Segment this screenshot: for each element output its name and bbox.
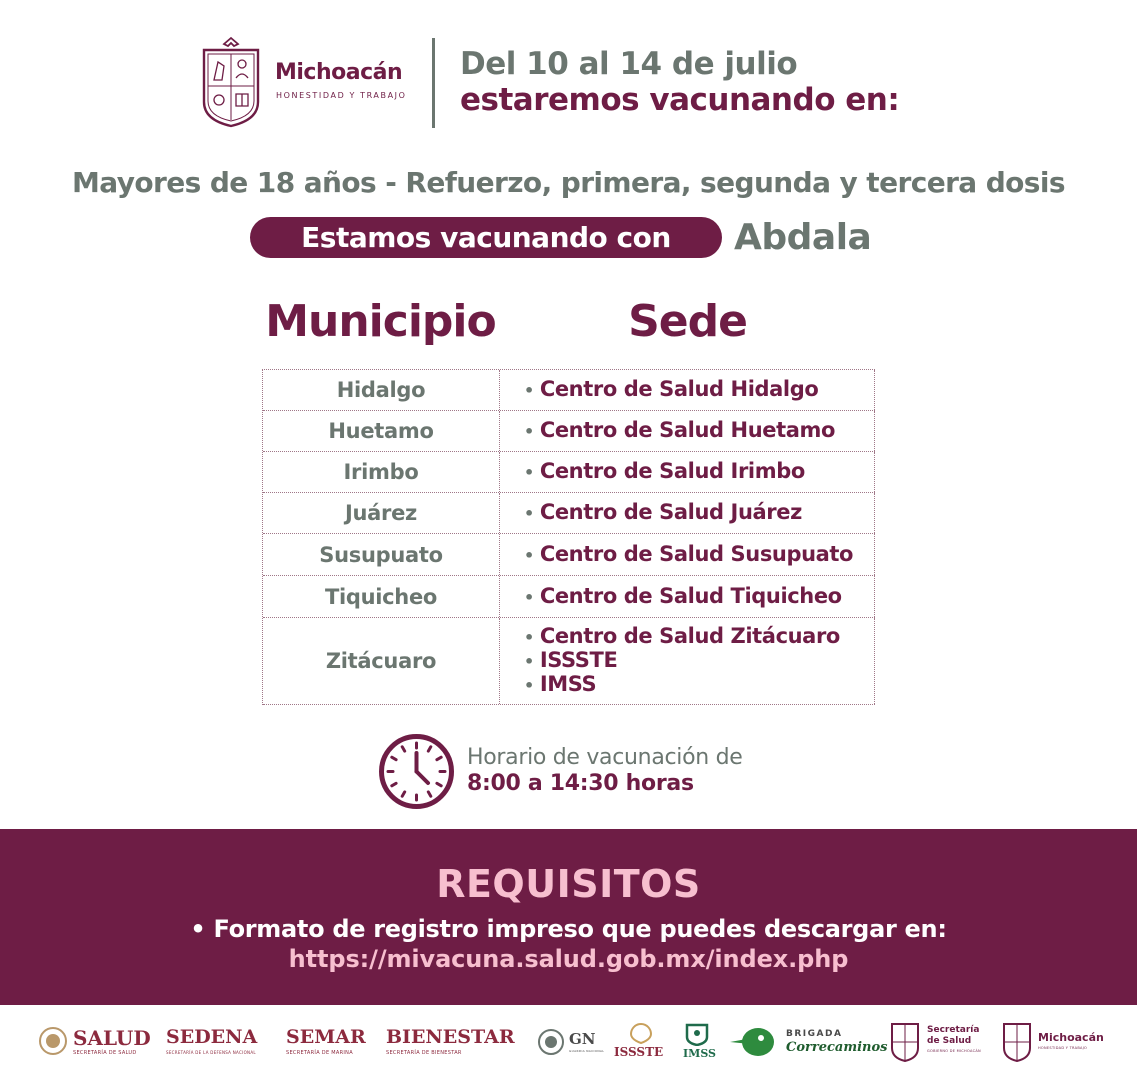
gn-seal-icon: [537, 1028, 565, 1056]
column-header-municipio: Municipio: [265, 296, 496, 347]
sede-item: • ISSSTE: [524, 648, 618, 672]
michoacan-crest-logo: [200, 36, 262, 128]
vaccinating-heading: estaremos vacunando en:: [460, 82, 900, 118]
sede-cell: [500, 534, 875, 575]
schedule-hours: 8:00 a 14:30 horas: [467, 771, 694, 796]
brand-motto: HONESTIDAD Y TRABAJO: [276, 91, 407, 100]
schedule-label: Horario de vacunación de: [467, 745, 743, 770]
issste-emblem-icon: [629, 1022, 653, 1044]
sites-table: [262, 369, 875, 705]
issste-logo: ISSSTE: [612, 1022, 670, 1062]
crest-icon: [1002, 1020, 1032, 1062]
sede-cell: [500, 452, 875, 492]
sede-item: • IMSS: [524, 672, 597, 696]
municipio-cell: Juárez: [263, 493, 500, 533]
salud-logo: SALUD SECRETARÍA DE SALUD: [38, 1024, 158, 1064]
audience-line: Mayores de 18 años - Refuerzo, primera, segunda y tercera dosis: [72, 166, 1065, 199]
municipio-cell: Zitácuaro: [263, 618, 500, 704]
sede-cell: [500, 493, 875, 533]
municipio-cell: Irimbo: [263, 452, 500, 492]
table-row: [263, 452, 875, 493]
requisitos-item: • Formato de registro impreso que puedes descargar en:: [190, 915, 947, 943]
table-row: [263, 493, 875, 534]
imss-logo: IMSS: [680, 1022, 716, 1062]
sede-cell: [500, 576, 875, 617]
municipio-cell: Hidalgo: [263, 370, 500, 410]
brigada-correcaminos-logo: BRIGADA Correcaminos: [728, 1024, 878, 1064]
brand-name: Michoacán: [275, 60, 403, 85]
sede-item: • Centro de Salud Susupuato: [524, 541, 854, 566]
requisitos-url-link[interactable]: https://mivacuna.salud.gob.mx/index.php: [288, 945, 849, 973]
sede-item: • Centro de Salud Zitácuaro: [524, 624, 840, 648]
bienestar-logo: BIENESTAR SECRETARÍA DE BIENESTAR: [386, 1026, 515, 1056]
table-row: [263, 534, 875, 576]
clock-icon: [378, 733, 455, 810]
table-row: [263, 370, 875, 411]
vaccine-name: Abdala: [734, 217, 872, 258]
sede-item: • Centro de Salud Irimbo: [524, 459, 805, 483]
municipio-cell: Huetamo: [263, 411, 500, 451]
date-range-heading: Del 10 al 14 de julio: [460, 46, 798, 82]
header-divider: [432, 38, 435, 128]
sede-cell: [500, 370, 875, 410]
column-header-sede: Sede: [628, 296, 747, 347]
secretaria-salud-logo: Secretaría de Salud GOBIERNO DE MICHOACÁN: [890, 1018, 994, 1064]
requisitos-title: REQUISITOS: [436, 862, 701, 906]
sede-cell: [500, 618, 875, 704]
vaccine-label-pill: Estamos vacunando con: [250, 217, 722, 258]
gn-logo: GN GUARDIA NACIONAL: [537, 1024, 601, 1064]
eagle-seal-icon: [38, 1026, 68, 1056]
sedena-logo: SEDENA SECRETARÍA DE LA DEFENSA NACIONAL: [166, 1026, 258, 1055]
imss-emblem-icon: [684, 1022, 710, 1046]
sede-cell: [500, 411, 875, 451]
roadrunner-icon: [728, 1026, 780, 1058]
sede-item: • Centro de Salud Juárez: [524, 500, 802, 524]
semar-logo: SEMAR SECRETARÍA DE MARINA: [286, 1026, 366, 1056]
sede-item: • Centro de Salud Tiquicheo: [524, 583, 842, 608]
sede-item: • Centro de Salud Huetamo: [524, 418, 836, 442]
michoacan-footer-logo: Michoacán HONESTIDAD Y TRABAJO: [1002, 1018, 1106, 1064]
sede-item: • Centro de Salud Hidalgo: [524, 377, 819, 401]
municipio-cell: Tiquicheo: [263, 576, 500, 617]
crest-icon: [890, 1020, 920, 1062]
municipio-cell: Susupuato: [263, 534, 500, 575]
table-row: [263, 411, 875, 452]
table-row: [263, 618, 875, 705]
table-row: [263, 576, 875, 618]
